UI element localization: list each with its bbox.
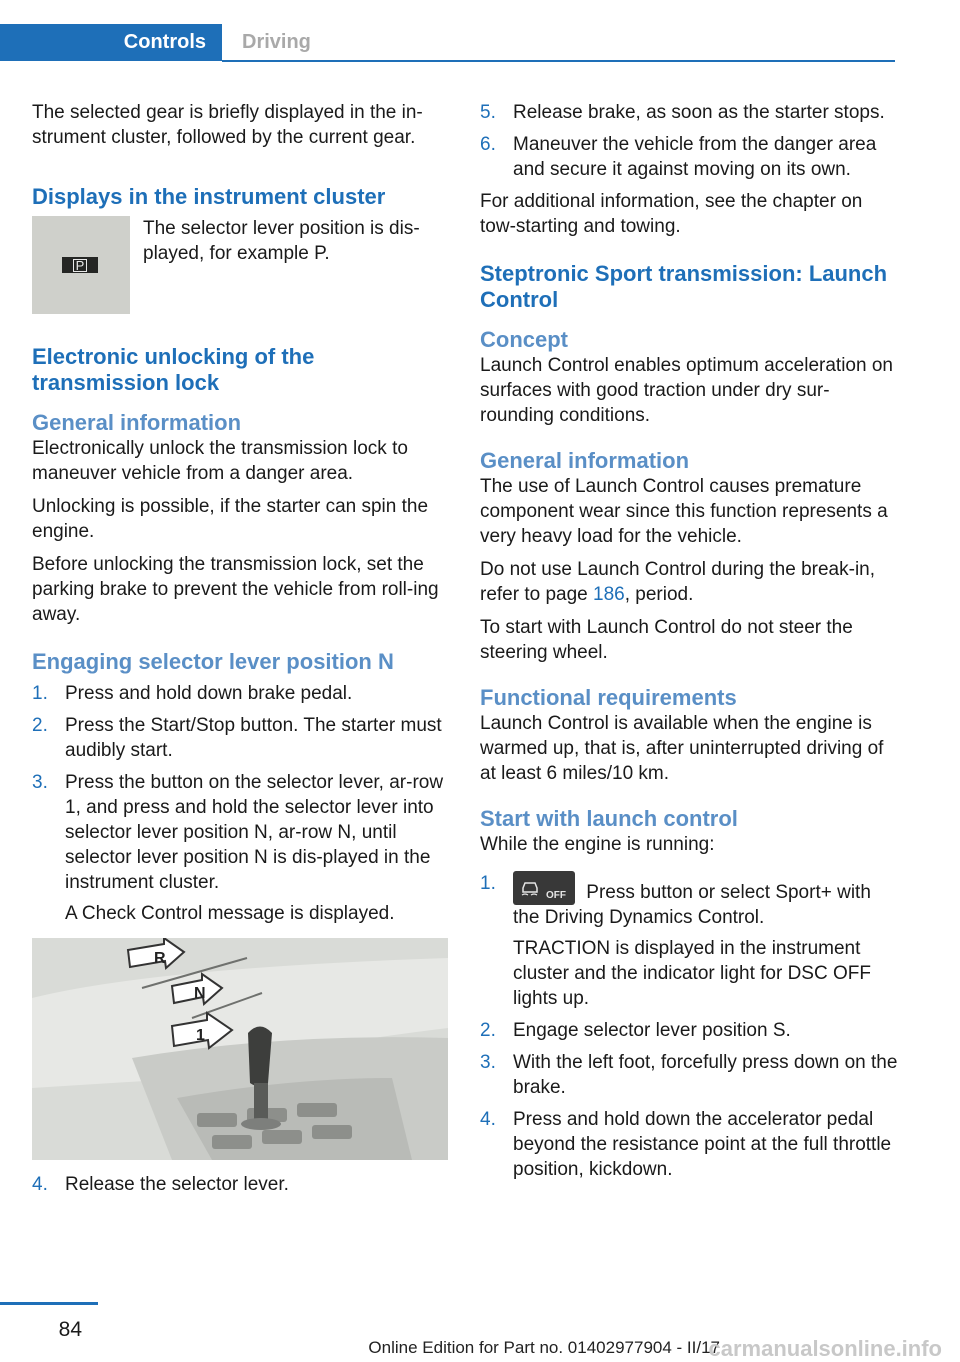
paragraph-functional: Launch Control is available when the engine is warmed up, that is, after uninterrupted driving of at least 6 miles/10 km. <box>480 713 884 784</box>
figure-label-r: R <box>154 950 166 967</box>
heading-start-launch-control: Start with launch control <box>480 806 738 831</box>
dsc-off-button-icon: OFF <box>513 871 575 905</box>
intro-paragraph: The selected gear is briefly displayed in the in-strument cluster, followed by the current gear. <box>32 102 423 148</box>
paragraph-break-in: Do not use Launch Control during the break-in, refer to page 186, period. <box>480 559 876 605</box>
list-item: 2. Engage selector lever position S. <box>480 1020 791 1041</box>
heading-engaging-n: Engaging selector lever position N <box>32 649 394 674</box>
heading-concept: Concept <box>480 327 568 352</box>
instrument-cluster-image <box>32 216 130 314</box>
heading-functional-requirements: Functional requirements <box>480 685 737 710</box>
figure-label-1: 1 <box>196 1027 205 1044</box>
right-column <box>480 100 898 1189</box>
list-item: 4. Release the selector lever. <box>32 1174 289 1195</box>
page-link-186[interactable]: 186 <box>593 584 625 605</box>
skidding-car-icon <box>520 879 540 897</box>
list-item: 3. Press the button on the selector lever, ar-row 1, and press and hold the selector lever into selector lever position N, ar-row N, until selector lever position N is dis-played in the instrument cluster. A Check Control message is displayed. <box>32 772 444 924</box>
list-item: 2. Press the Start/Stop button. The starter must audibly start. <box>32 715 442 761</box>
paragraph-additional-info: For additional information, see the chapter on tow-starting and towing. <box>480 191 863 237</box>
paragraph-concept: Launch Control enables optimum acceleration on surfaces with good traction under dry sur-rounding conditions. <box>480 355 893 426</box>
selector-lever-figure <box>32 938 448 1160</box>
selector-lever-illustration <box>32 938 448 1160</box>
gear-indicator: P <box>62 257 98 273</box>
heading-steptronic: Steptronic Sport transmission: Launch Control <box>480 261 888 312</box>
list-item: 4. Press and hold down the accelerator pedal beyond the resistance point at the full throttle position, kickdown. <box>480 1109 892 1180</box>
left-column <box>32 100 450 1204</box>
tab-controls[interactable]: Controls <box>0 24 222 61</box>
steps-engaging <box>32 681 450 926</box>
steps-continued <box>480 100 898 182</box>
tab-driving[interactable]: Driving <box>242 31 311 53</box>
list-item: 1. Press and hold down brake pedal. <box>32 683 353 704</box>
list-item: 5. Release brake, as soon as the starter stops. <box>480 102 885 123</box>
paragraph-no-steer: To start with Launch Control do not steer the steering wheel. <box>480 617 853 663</box>
list-item: 1. OFF Press button or select Sport+ with the Driving Dynamics Control. TRACTION is displayed in the instrument cluster and the indicator light for DSC OFF lights up. <box>480 873 871 1009</box>
display-description: The selector lever position is dis-played, for example P. <box>143 218 420 264</box>
list-item: 3. With the left foot, forcefully press down on the brake. <box>480 1052 898 1098</box>
heading-displays: Displays in the instrument cluster <box>32 184 386 209</box>
paragraph-parking-brake: Before unlocking the transmission lock, set the parking brake to prevent the vehicle from roll-ing away. <box>32 554 439 625</box>
paragraph-premature-wear: The use of Launch Control causes premature component wear since this function represents a very heavy load for the vehicle. <box>480 476 888 547</box>
watermark: carmanualsonline.info <box>708 1336 942 1361</box>
heading-general-information-lc: General information <box>480 448 690 473</box>
heading-general-information: General information <box>32 410 242 435</box>
list-item: 6. Maneuver the vehicle from the danger area and secure it against moving on its own. <box>480 134 877 180</box>
figure-label-n: N <box>194 985 206 1002</box>
tab-underline <box>222 60 895 62</box>
paragraph-engine-running: While the engine is running: <box>480 834 715 855</box>
page-number-bar <box>0 1302 98 1305</box>
heading-electronic-unlocking: Electronic unlocking of the transmission lock <box>32 344 315 395</box>
display-example <box>32 216 450 314</box>
paragraph-possible: Unlocking is possible, if the starter can spin the engine. <box>32 496 429 542</box>
edition-footer: Online Edition for Part no. 01402977904 - II/17 <box>368 1338 720 1357</box>
steps-engaging-continued <box>32 1172 450 1197</box>
header-tabs <box>0 24 895 61</box>
paragraph-unlock: Electronically unlock the transmission lock to maneuver vehicle from a danger area. <box>32 438 408 484</box>
page-number: 84 <box>58 1318 82 1341</box>
steps-launch-control <box>480 871 898 1182</box>
